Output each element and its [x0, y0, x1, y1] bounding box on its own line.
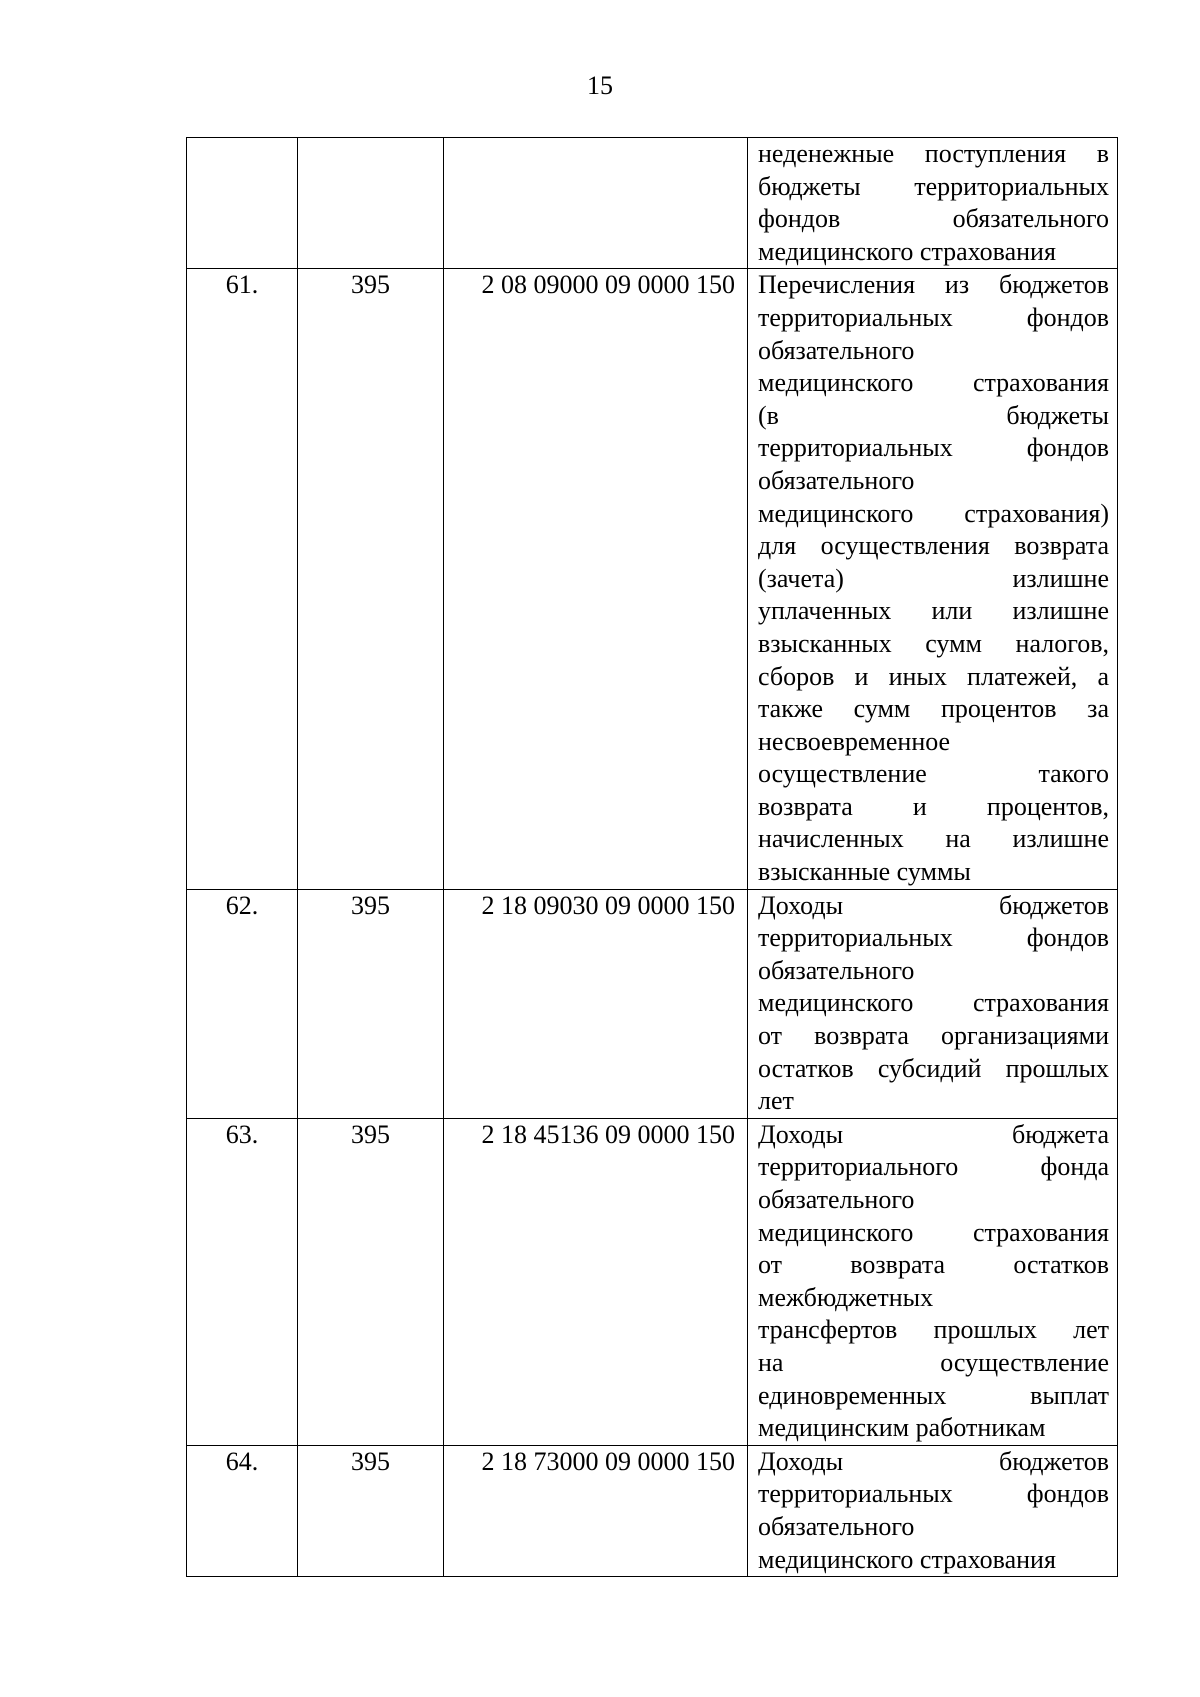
description-line: остатков субсидий прошлых	[758, 1053, 1109, 1083]
description-cell	[748, 269, 1118, 889]
description-line: медицинского страхования	[758, 368, 1109, 398]
admin-code-cell: 395	[298, 1445, 444, 1576]
description-line: лет	[758, 1086, 794, 1116]
row-number-cell: 61.	[187, 269, 298, 889]
row-number-cell: 62.	[187, 889, 298, 1118]
description-cell	[748, 138, 1118, 269]
description-line: для осуществления возврата	[758, 531, 1109, 561]
description-line: взысканных сумм налогов,	[758, 628, 1109, 658]
description-line: медицинского страхования	[758, 236, 1056, 266]
description-line: территориальных фондов	[758, 302, 1109, 332]
admin-code-cell	[298, 138, 444, 269]
description-line: Доходы бюджетов	[758, 1446, 1109, 1476]
table-body	[187, 138, 1118, 1577]
description-line: несвоевременное	[758, 726, 951, 756]
description-line: обязательного	[758, 1511, 915, 1541]
description-line: неденежные поступления в	[758, 139, 1109, 168]
description-line: обязательного	[758, 465, 915, 495]
revenue-code-cell	[444, 138, 748, 269]
description-line: территориального фонда	[758, 1152, 1109, 1182]
description-line: бюджеты территориальных	[758, 171, 1109, 201]
description-line: межбюджетных	[758, 1282, 934, 1312]
description-line: сборов и иных платежей, а	[758, 661, 1109, 691]
description-line: (в бюджеты	[758, 400, 1109, 430]
description-line: обязательного	[758, 955, 915, 985]
description-line: на осуществление	[758, 1347, 1109, 1377]
description-cell	[748, 889, 1118, 1118]
description-line: осуществление такого	[758, 759, 1109, 789]
revenue-code-cell: 2 18 45136 09 0000 150	[444, 1118, 748, 1445]
description-line: медицинского страхования	[758, 1217, 1109, 1247]
table-row	[187, 138, 1118, 269]
revenue-codes-table	[186, 137, 1118, 1577]
description-line: от возврата остатков	[758, 1250, 1109, 1280]
description-line: начисленных на излишне	[758, 824, 1109, 854]
row-number-cell: 64.	[187, 1445, 298, 1576]
description-line: обязательного	[758, 335, 915, 365]
revenue-code-cell: 2 08 09000 09 0000 150	[444, 269, 748, 889]
description-line: медицинского страхования	[758, 1544, 1056, 1574]
page-number: 15	[587, 71, 613, 100]
description-line: возврата и процентов,	[758, 791, 1109, 821]
admin-code-cell: 395	[298, 1118, 444, 1445]
description-line: от возврата организациями	[758, 1021, 1109, 1051]
description-line: территориальных фондов	[758, 1479, 1109, 1509]
description-line: трансфертов прошлых лет	[758, 1315, 1109, 1345]
table-row	[187, 1445, 1118, 1576]
revenue-code-cell: 2 18 09030 09 0000 150	[444, 889, 748, 1118]
description-line: единовременных выплат	[758, 1380, 1109, 1410]
revenue-code-cell: 2 18 73000 09 0000 150	[444, 1445, 748, 1576]
description-line: (зачета) излишне	[758, 563, 1109, 593]
admin-code-cell: 395	[298, 889, 444, 1118]
table-row	[187, 889, 1118, 1118]
description-line: также сумм процентов за	[758, 694, 1109, 724]
table-row	[187, 1118, 1118, 1445]
description-line: Доходы бюджетов	[758, 890, 1109, 920]
row-number-cell	[187, 138, 298, 269]
description-line: территориальных фондов	[758, 923, 1109, 953]
description-line: медицинского страхования	[758, 988, 1109, 1018]
description-line: медицинского страхования)	[758, 498, 1109, 528]
row-number-cell: 63.	[187, 1118, 298, 1445]
description-cell	[748, 1445, 1118, 1576]
description-line: Доходы бюджета	[758, 1119, 1109, 1149]
description-line: уплаченных или излишне	[758, 596, 1109, 626]
description-line: Перечисления из бюджетов	[758, 270, 1109, 300]
description-line: обязательного	[758, 1185, 915, 1214]
description-line: фондов обязательного	[758, 204, 1109, 234]
description-cell	[748, 1118, 1118, 1445]
table-row	[187, 269, 1118, 889]
description-line: территориальных фондов	[758, 433, 1109, 463]
description-line: медицинским работникам	[758, 1413, 1046, 1443]
admin-code-cell: 395	[298, 269, 444, 889]
description-line: взысканные суммы	[758, 857, 971, 887]
